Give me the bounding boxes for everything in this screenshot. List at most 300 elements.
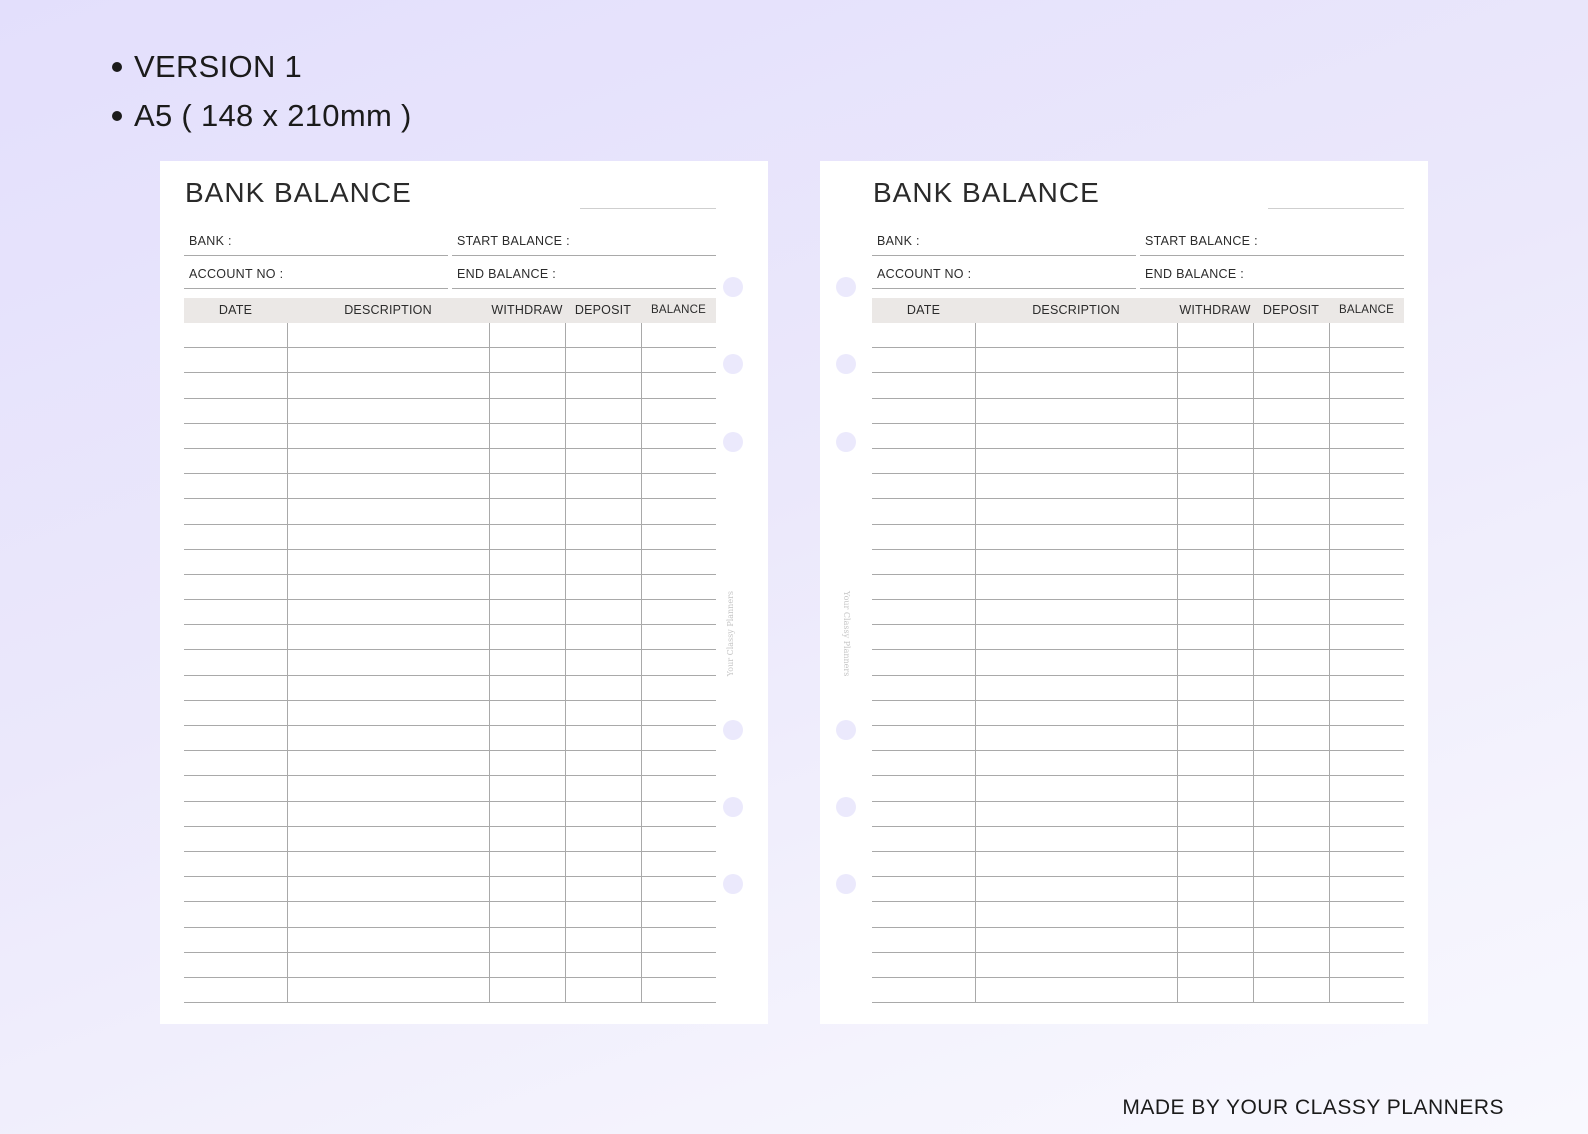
table-cell[interactable]	[641, 650, 716, 674]
table-cell[interactable]	[184, 852, 287, 876]
table-cell[interactable]	[184, 399, 287, 423]
table-cell[interactable]	[489, 373, 565, 397]
table-cell[interactable]	[565, 877, 641, 901]
table-cell[interactable]	[975, 978, 1177, 1002]
table-cell[interactable]	[1253, 424, 1329, 448]
table-cell[interactable]	[975, 424, 1177, 448]
table-cell[interactable]	[872, 525, 975, 549]
table-cell[interactable]	[1329, 550, 1404, 574]
title-date-line	[1268, 208, 1404, 209]
table-cell[interactable]	[287, 953, 489, 977]
table-row	[872, 525, 1404, 550]
table-cell[interactable]	[975, 449, 1177, 473]
table-cell[interactable]	[641, 449, 716, 473]
table-cell[interactable]	[287, 902, 489, 926]
table-cell[interactable]	[287, 474, 489, 498]
table-cell[interactable]	[1177, 676, 1253, 700]
table-cell[interactable]	[287, 676, 489, 700]
table-cell[interactable]	[1253, 323, 1329, 347]
table-cell[interactable]	[184, 550, 287, 574]
table-cell[interactable]	[1177, 323, 1253, 347]
table-cell[interactable]	[1177, 625, 1253, 649]
table-cell[interactable]	[1177, 399, 1253, 423]
table-cell[interactable]	[1253, 600, 1329, 624]
table-cell[interactable]	[1253, 348, 1329, 372]
table-cell[interactable]	[1253, 852, 1329, 876]
table-cell[interactable]	[489, 499, 565, 523]
table-cell[interactable]	[489, 978, 565, 1002]
table-cell[interactable]	[184, 701, 287, 725]
table-cell[interactable]	[565, 499, 641, 523]
table-cell[interactable]	[641, 474, 716, 498]
table-cell[interactable]	[489, 575, 565, 599]
table-cell[interactable]	[184, 650, 287, 674]
table-cell[interactable]	[975, 877, 1177, 901]
table-cell[interactable]	[565, 726, 641, 750]
table-cell[interactable]	[287, 701, 489, 725]
table-cell[interactable]	[872, 676, 975, 700]
table-cell[interactable]	[489, 776, 565, 800]
table-cell[interactable]	[565, 701, 641, 725]
table-cell[interactable]	[565, 373, 641, 397]
table-cell[interactable]	[184, 348, 287, 372]
table-cell[interactable]	[489, 726, 565, 750]
table-cell[interactable]	[641, 525, 716, 549]
table-cell[interactable]	[975, 676, 1177, 700]
table-cell[interactable]	[287, 323, 489, 347]
table-cell[interactable]	[641, 776, 716, 800]
table-cell[interactable]	[287, 525, 489, 549]
table-cell[interactable]	[1253, 953, 1329, 977]
table-cell[interactable]	[1253, 625, 1329, 649]
table-row	[184, 852, 716, 877]
table-cell[interactable]	[1177, 751, 1253, 775]
table-cell[interactable]	[975, 373, 1177, 397]
table-cell[interactable]	[1329, 928, 1404, 952]
table-cell[interactable]	[1177, 726, 1253, 750]
table-cell[interactable]	[872, 852, 975, 876]
table-cell[interactable]	[641, 701, 716, 725]
table-cell[interactable]	[287, 424, 489, 448]
table-cell[interactable]	[287, 348, 489, 372]
table-cell[interactable]	[489, 525, 565, 549]
table-cell[interactable]	[975, 323, 1177, 347]
table-cell[interactable]	[565, 776, 641, 800]
table-cell[interactable]	[287, 575, 489, 599]
table-header	[184, 298, 716, 323]
table-cell[interactable]	[565, 575, 641, 599]
table-cell[interactable]	[184, 953, 287, 977]
table-cell[interactable]	[641, 550, 716, 574]
table-cell[interactable]	[1177, 373, 1253, 397]
table-cell[interactable]	[184, 575, 287, 599]
table-row	[184, 928, 716, 953]
table-cell[interactable]	[489, 953, 565, 977]
table-cell[interactable]	[489, 802, 565, 826]
table-cell[interactable]	[1329, 650, 1404, 674]
table-cell[interactable]	[565, 348, 641, 372]
table-cell[interactable]	[489, 625, 565, 649]
table-cell[interactable]	[1177, 827, 1253, 851]
table-cell[interactable]	[1177, 953, 1253, 977]
table-cell[interactable]	[184, 802, 287, 826]
table-cell[interactable]	[287, 600, 489, 624]
table-row	[872, 399, 1404, 424]
table-cell[interactable]	[489, 650, 565, 674]
table-cell[interactable]	[1329, 751, 1404, 775]
table-cell[interactable]	[641, 928, 716, 952]
table-cell[interactable]	[489, 424, 565, 448]
table-cell[interactable]	[565, 424, 641, 448]
table-cell[interactable]	[872, 650, 975, 674]
table-cell[interactable]	[872, 575, 975, 599]
table-cell[interactable]	[975, 852, 1177, 876]
table-cell[interactable]	[287, 928, 489, 952]
table-cell[interactable]	[641, 877, 716, 901]
table-cell[interactable]	[975, 953, 1177, 977]
table-cell[interactable]	[489, 902, 565, 926]
table-cell[interactable]	[872, 348, 975, 372]
table-cell[interactable]	[975, 474, 1177, 498]
table-cell[interactable]	[872, 953, 975, 977]
table-cell[interactable]	[1253, 902, 1329, 926]
table-cell[interactable]	[184, 726, 287, 750]
table-cell[interactable]	[565, 625, 641, 649]
table-cell[interactable]	[287, 827, 489, 851]
table-cell[interactable]	[1253, 877, 1329, 901]
table-cell[interactable]	[872, 550, 975, 574]
table-cell[interactable]	[565, 928, 641, 952]
table-cell[interactable]	[1177, 978, 1253, 1002]
table-cell[interactable]	[1329, 676, 1404, 700]
ledger-table	[184, 298, 716, 1003]
table-cell[interactable]	[1177, 424, 1253, 448]
table-cell[interactable]	[287, 776, 489, 800]
table-cell[interactable]	[184, 600, 287, 624]
table-cell[interactable]	[1329, 600, 1404, 624]
table-cell[interactable]	[287, 373, 489, 397]
table-cell[interactable]	[184, 424, 287, 448]
table-cell[interactable]	[565, 550, 641, 574]
table-cell[interactable]	[1329, 953, 1404, 977]
table-cell[interactable]	[872, 827, 975, 851]
table-cell[interactable]	[1177, 902, 1253, 926]
table-cell[interactable]	[1329, 449, 1404, 473]
table-cell[interactable]	[1329, 348, 1404, 372]
table-cell[interactable]	[1177, 600, 1253, 624]
table-cell[interactable]	[641, 373, 716, 397]
table-cell[interactable]	[1253, 499, 1329, 523]
spec-version: VERSION 1	[134, 49, 303, 84]
table-cell[interactable]	[975, 751, 1177, 775]
table-cell[interactable]	[1329, 701, 1404, 725]
table-cell[interactable]	[975, 827, 1177, 851]
table-cell[interactable]	[184, 902, 287, 926]
table-cell[interactable]	[975, 600, 1177, 624]
table-cell[interactable]	[1253, 978, 1329, 1002]
table-cell[interactable]	[184, 978, 287, 1002]
table-cell[interactable]	[872, 978, 975, 1002]
table-cell[interactable]	[287, 877, 489, 901]
table-cell[interactable]	[565, 827, 641, 851]
table-cell[interactable]	[872, 600, 975, 624]
spec-size: A5 ( 148 x 210mm )	[134, 98, 412, 133]
table-cell[interactable]	[641, 827, 716, 851]
table-cell[interactable]	[1177, 701, 1253, 725]
table-row	[184, 499, 716, 524]
table-cell[interactable]	[489, 323, 565, 347]
table-cell[interactable]	[1253, 751, 1329, 775]
table-cell[interactable]	[287, 550, 489, 574]
table-cell[interactable]	[287, 650, 489, 674]
table-cell[interactable]	[975, 928, 1177, 952]
table-cell[interactable]	[184, 499, 287, 523]
table-cell[interactable]	[872, 776, 975, 800]
table-cell[interactable]	[184, 877, 287, 901]
table-cell[interactable]	[565, 802, 641, 826]
table-cell[interactable]	[1177, 802, 1253, 826]
table-cell[interactable]	[1177, 928, 1253, 952]
table-cell[interactable]	[641, 323, 716, 347]
table-cell[interactable]	[975, 399, 1177, 423]
table-cell[interactable]	[1253, 474, 1329, 498]
end-balance-field: END BALANCE :	[1140, 257, 1404, 289]
table-cell[interactable]	[1329, 852, 1404, 876]
table-cell[interactable]	[1253, 399, 1329, 423]
table-cell[interactable]	[287, 751, 489, 775]
table-cell[interactable]	[1329, 373, 1404, 397]
table-cell[interactable]	[184, 625, 287, 649]
table-row	[184, 525, 716, 550]
table-cell[interactable]	[565, 600, 641, 624]
table-cell[interactable]	[565, 323, 641, 347]
table-cell[interactable]	[872, 499, 975, 523]
table-cell[interactable]	[975, 701, 1177, 725]
table-cell[interactable]	[184, 474, 287, 498]
table-cell[interactable]	[287, 852, 489, 876]
table-row	[872, 625, 1404, 650]
table-cell[interactable]	[975, 575, 1177, 599]
table-cell[interactable]	[872, 399, 975, 423]
table-cell[interactable]	[489, 877, 565, 901]
table-cell[interactable]	[1253, 373, 1329, 397]
table-cell[interactable]	[184, 525, 287, 549]
table-cell[interactable]	[1329, 776, 1404, 800]
table-cell[interactable]	[641, 726, 716, 750]
table-cell[interactable]	[1329, 499, 1404, 523]
table-cell[interactable]	[872, 726, 975, 750]
table-cell[interactable]	[872, 928, 975, 952]
table-cell[interactable]	[489, 348, 565, 372]
table-cell[interactable]	[489, 827, 565, 851]
table-cell[interactable]	[1329, 575, 1404, 599]
table-cell[interactable]	[489, 751, 565, 775]
table-cell[interactable]	[641, 348, 716, 372]
table-cell[interactable]	[1329, 525, 1404, 549]
table-row	[872, 852, 1404, 877]
table-cell[interactable]	[565, 902, 641, 926]
table-cell[interactable]	[1329, 978, 1404, 1002]
table-cell[interactable]	[1253, 928, 1329, 952]
table-cell[interactable]	[975, 650, 1177, 674]
table-cell[interactable]	[287, 499, 489, 523]
table-cell[interactable]	[641, 902, 716, 926]
table-cell[interactable]	[1329, 802, 1404, 826]
table-cell[interactable]	[489, 928, 565, 952]
table-cell[interactable]	[287, 726, 489, 750]
page-content	[184, 161, 716, 1024]
table-cell[interactable]	[1177, 877, 1253, 901]
table-cell[interactable]	[872, 802, 975, 826]
table-cell[interactable]	[565, 953, 641, 977]
table-cell[interactable]	[1329, 827, 1404, 851]
table-cell[interactable]	[1329, 323, 1404, 347]
table-cell[interactable]	[489, 449, 565, 473]
table-cell[interactable]	[1253, 701, 1329, 725]
table-cell[interactable]	[1253, 575, 1329, 599]
table-cell[interactable]	[1177, 852, 1253, 876]
table-cell[interactable]	[287, 978, 489, 1002]
table-cell[interactable]	[184, 323, 287, 347]
table-cell[interactable]	[975, 499, 1177, 523]
table-cell[interactable]	[1329, 902, 1404, 926]
table-cell[interactable]	[184, 776, 287, 800]
table-cell[interactable]	[975, 525, 1177, 549]
table-cell[interactable]	[1177, 474, 1253, 498]
table-cell[interactable]	[489, 550, 565, 574]
table-cell[interactable]	[565, 399, 641, 423]
table-cell[interactable]	[1177, 499, 1253, 523]
column-header-balance: BALANCE	[1338, 304, 1395, 316]
table-cell[interactable]	[184, 449, 287, 473]
binder-hole-icon	[836, 797, 856, 817]
table-row	[872, 953, 1404, 978]
table-cell[interactable]	[489, 676, 565, 700]
table-cell[interactable]	[1329, 726, 1404, 750]
table-cell[interactable]	[1177, 525, 1253, 549]
table-cell[interactable]	[975, 902, 1177, 926]
column-header-withdraw: WITHDRAW	[1179, 303, 1251, 317]
table-cell[interactable]	[872, 323, 975, 347]
table-cell[interactable]	[1177, 550, 1253, 574]
table-cell[interactable]	[641, 625, 716, 649]
end-balance-field: END BALANCE :	[452, 257, 716, 289]
table-cell[interactable]	[287, 449, 489, 473]
table-cell[interactable]	[975, 625, 1177, 649]
table-cell[interactable]	[641, 802, 716, 826]
column-header-description: DESCRIPTION	[344, 303, 432, 317]
binder-hole-icon	[723, 354, 743, 374]
table-cell[interactable]	[565, 474, 641, 498]
table-cell[interactable]	[641, 852, 716, 876]
table-cell[interactable]	[1253, 449, 1329, 473]
table-cell[interactable]	[184, 676, 287, 700]
table-cell[interactable]	[1329, 474, 1404, 498]
table-cell[interactable]	[641, 600, 716, 624]
table-cell[interactable]	[641, 575, 716, 599]
table-row	[184, 474, 716, 499]
table-cell[interactable]	[489, 600, 565, 624]
table-row	[184, 953, 716, 978]
table-cell[interactable]	[1253, 525, 1329, 549]
table-cell[interactable]	[975, 550, 1177, 574]
table-cell[interactable]	[489, 474, 565, 498]
table-cell[interactable]	[565, 676, 641, 700]
table-row	[184, 676, 716, 701]
table-cell[interactable]	[872, 449, 975, 473]
table-cell[interactable]	[1329, 625, 1404, 649]
table-row	[872, 827, 1404, 852]
table-cell[interactable]	[489, 852, 565, 876]
table-cell[interactable]	[872, 474, 975, 498]
table-cell[interactable]	[641, 676, 716, 700]
table-cell[interactable]	[1253, 802, 1329, 826]
table-cell[interactable]	[1253, 726, 1329, 750]
table-cell[interactable]	[641, 953, 716, 977]
table-cell[interactable]	[872, 902, 975, 926]
table-cell[interactable]	[975, 726, 1177, 750]
table-cell[interactable]	[872, 373, 975, 397]
table-cell[interactable]	[975, 802, 1177, 826]
table-cell[interactable]	[1253, 676, 1329, 700]
table-cell[interactable]	[565, 449, 641, 473]
table-cell[interactable]	[1177, 348, 1253, 372]
table-cell[interactable]	[489, 701, 565, 725]
table-cell[interactable]	[1329, 877, 1404, 901]
table-row	[872, 499, 1404, 524]
table-cell[interactable]	[1329, 399, 1404, 423]
table-cell[interactable]	[287, 802, 489, 826]
table-cell[interactable]	[975, 348, 1177, 372]
table-cell[interactable]	[565, 751, 641, 775]
table-row	[184, 449, 716, 474]
table-cell[interactable]	[1253, 776, 1329, 800]
table-cell[interactable]	[872, 877, 975, 901]
table-row	[184, 802, 716, 827]
table-cell[interactable]	[1177, 449, 1253, 473]
table-cell[interactable]	[1253, 550, 1329, 574]
table-row	[872, 802, 1404, 827]
table-cell[interactable]	[1253, 827, 1329, 851]
table-cell[interactable]	[1177, 776, 1253, 800]
table-cell[interactable]	[184, 751, 287, 775]
table-cell[interactable]	[641, 751, 716, 775]
table-cell[interactable]	[641, 424, 716, 448]
table-cell[interactable]	[287, 399, 489, 423]
table-cell[interactable]	[287, 625, 489, 649]
table-cell[interactable]	[1253, 650, 1329, 674]
table-cell[interactable]	[1329, 424, 1404, 448]
table-cell[interactable]	[1177, 575, 1253, 599]
table-cell[interactable]	[489, 399, 565, 423]
table-cell[interactable]	[184, 373, 287, 397]
table-cell[interactable]	[872, 424, 975, 448]
table-cell[interactable]	[1177, 650, 1253, 674]
table-cell[interactable]	[641, 978, 716, 1002]
table-cell[interactable]	[565, 978, 641, 1002]
table-cell[interactable]	[872, 701, 975, 725]
table-cell[interactable]	[565, 650, 641, 674]
table-cell[interactable]	[565, 852, 641, 876]
table-cell[interactable]	[565, 525, 641, 549]
table-cell[interactable]	[641, 499, 716, 523]
table-cell[interactable]	[641, 399, 716, 423]
table-cell[interactable]	[184, 827, 287, 851]
table-cell[interactable]	[872, 625, 975, 649]
table-cell[interactable]	[184, 928, 287, 952]
table-cell[interactable]	[975, 776, 1177, 800]
table-cell[interactable]	[872, 751, 975, 775]
